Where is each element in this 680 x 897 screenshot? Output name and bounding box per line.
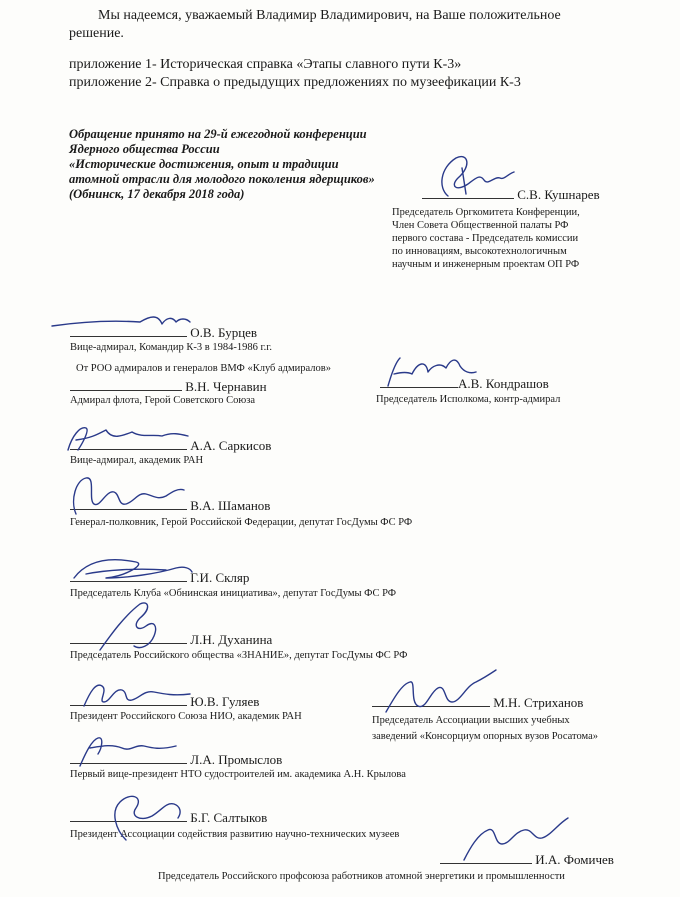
signature-line-gulyaev [70, 694, 259, 710]
signature-line-burtsev [70, 325, 257, 341]
club-header: От РОО адмиралов и генералов ВМФ «Клуб адмиралов» [76, 363, 331, 374]
title-fomichev: Председатель Российского профсоюза работников атомной энергетики и промышленности [158, 871, 565, 882]
name-shamanov: В.А. Шаманов [190, 498, 271, 513]
name-kushnarev: С.В. Кушнарев [517, 187, 600, 202]
name-gulyaev: Ю.В. Гуляев [190, 694, 260, 709]
closing-line-2: решение. [69, 26, 124, 41]
signature-line-chernavin [70, 379, 267, 395]
closing-line-1: Мы надеемся, уважаемый Владимир Владимирович, на Ваше положительное [98, 8, 561, 23]
title-chernavin: Адмирал флота, Герой Советского Союза [70, 395, 256, 406]
title-kushnarev: Председатель Оргкомитета Конференции, Член Совета Общественной палаты РФ первого состава - Председатель комиссии по инновациям, высокотехнологичным научным и инженерным проектам ОП РФ [392, 207, 580, 270]
title-strikhanov: Председатель Ассоциации высших учебных заведений «Консорциум опорных вузов Росатома» [372, 715, 599, 742]
name-strikhanov: М.Н. Стриханов [493, 695, 584, 710]
name-sklyar: Г.И. Скляр [190, 570, 250, 585]
signature-line-strikhanov [372, 695, 583, 711]
name-promyslov: Л.А. Промыслов [190, 752, 283, 767]
signature-line-fomichev [440, 852, 614, 868]
title-dukhanina: Председатель Российского общества «ЗНАНИЕ», депутат ГосДумы ФС РФ [70, 650, 408, 661]
title-burtsev: Вице-адмирал, Командир К-3 в 1984-1986 г.г. [70, 342, 272, 353]
signature-line-saltykov [70, 810, 267, 826]
conference-line-4: атомной отрасли для молодого поколения ядерщиков» [69, 172, 375, 186]
conference-line-2: Ядерного общества России [69, 142, 220, 156]
signature-line-kushnarev [422, 187, 600, 203]
name-fomichev: И.А. Фомичев [535, 852, 614, 867]
signature-line-promyslov [70, 752, 282, 768]
title-gulyaev: Президент Российского Союза НИО, академик РАН [70, 711, 302, 722]
signature-line-dukhanina [70, 632, 272, 648]
name-kondrashov: А.В. Кондрашов [458, 376, 549, 391]
name-dukhanina: Л.Н. Духанина [190, 632, 273, 647]
name-saltykov: Б.Г. Салтыков [190, 810, 268, 825]
conference-line-1: Обращение принято на 29-й ежегодной конференции [69, 127, 367, 141]
title-sklyar: Председатель Клуба «Обнинская инициатива», депутат ГосДумы ФС РФ [70, 588, 397, 599]
conference-block [69, 127, 375, 202]
signature-line-shamanov [70, 498, 270, 514]
signature-strikhanov [380, 662, 500, 722]
title-saltykov: Президент Ассоциации содействия развитию научно-технических музеев [70, 829, 400, 840]
signature-line-kondrashov [380, 376, 549, 392]
title-kondrashov: Председатель Исполкома, контр-адмирал [376, 394, 561, 405]
signature-line-sklyar [70, 570, 249, 586]
attachment-2: приложение 2- Справка о предыдущих предложениях по музеефикации К-3 [69, 75, 521, 90]
title-promyslov: Первый вице-президент НТО судостроителей им. академика А.Н. Крылова [70, 769, 406, 780]
signature-line-sarkisov [70, 438, 271, 454]
name-chernavin: В.Н. Чернавин [185, 379, 267, 394]
attachment-1: приложение 1- Историческая справка «Этапы славного пути К-3» [69, 57, 462, 72]
name-burtsev: О.В. Бурцев [190, 325, 258, 340]
conference-line-5: (Обнинск, 17 декабря 2018 года) [69, 187, 245, 201]
title-shamanov: Генерал-полковник, Герой Российской Федерации, депутат ГосДумы ФС РФ [70, 517, 413, 528]
conference-line-3: «Исторические достижения, опыт и традиции [69, 157, 339, 171]
title-sarkisov: Вице-адмирал, академик РАН [70, 455, 204, 466]
name-sarkisov: А.А. Саркисов [190, 438, 272, 453]
